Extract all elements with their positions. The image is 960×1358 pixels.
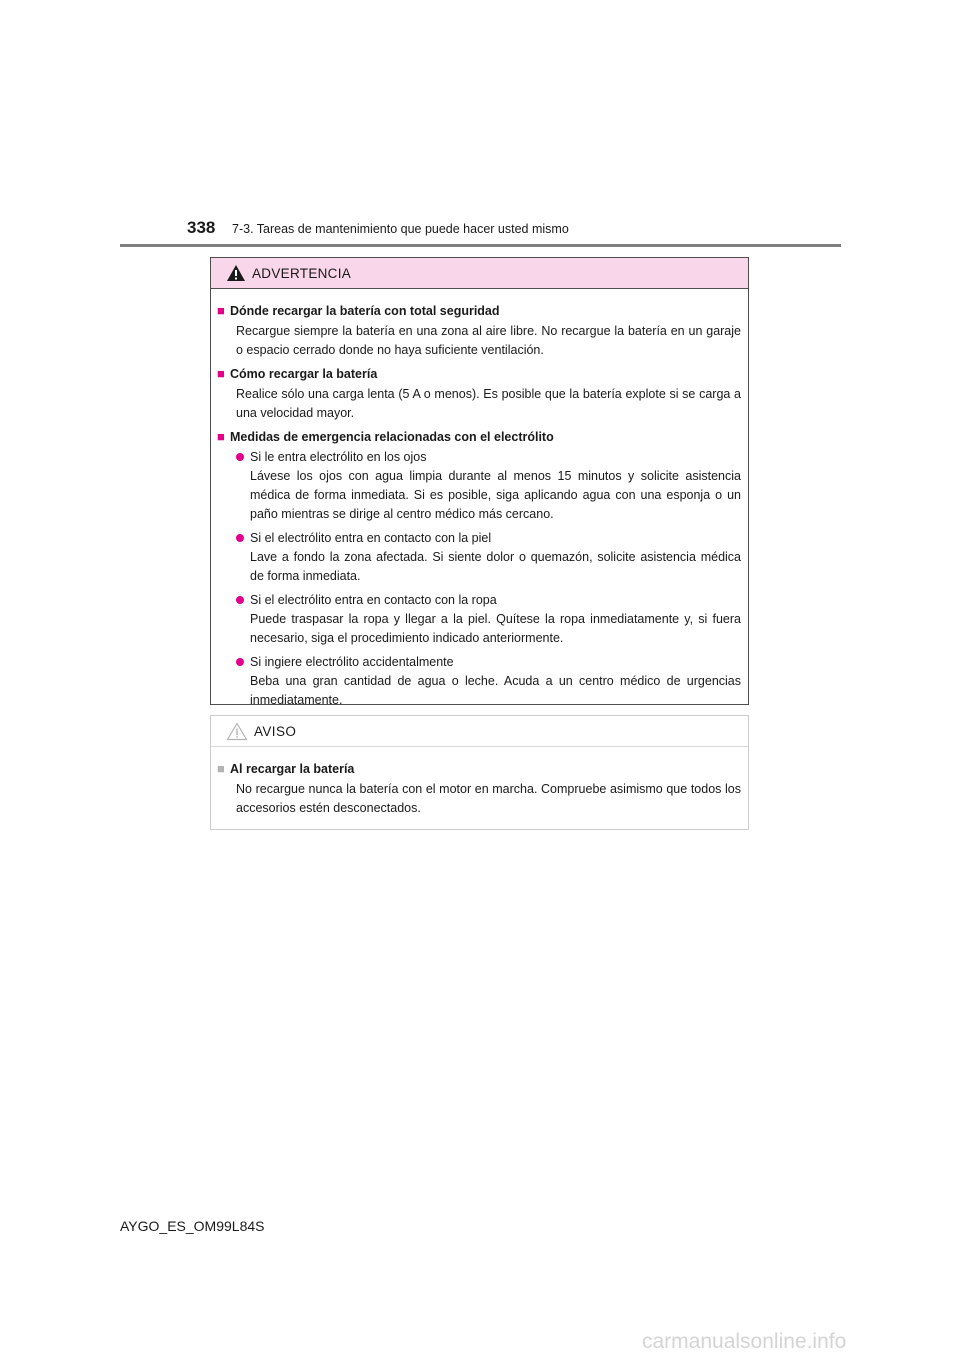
bullet-title: Si el electrólito entra en contacto con la piel: [250, 531, 492, 545]
section-heading: [217, 302, 741, 320]
bullet-text: Puede traspasar la ropa y llegar a la piel. Quítese la ropa inmediatamente y, si fuera necesario, siga el procedimiento indicado anteriormente.: [250, 612, 741, 645]
square-bullet-icon: ■: [217, 303, 225, 318]
section-heading: [217, 760, 741, 778]
heading-text: Medidas de emergencia relacionadas con el electrólito: [230, 430, 554, 444]
list-item: [217, 653, 741, 710]
page-number: 338: [187, 218, 216, 237]
warning-box: [210, 257, 749, 705]
circle-bullet-icon: [236, 596, 244, 604]
warning-header: [211, 258, 748, 289]
square-bullet-icon: ■: [217, 429, 225, 444]
bullet-title: Si le entra electrólito en los ojos: [250, 450, 427, 464]
square-bullet-icon: ■: [217, 366, 225, 381]
list-item: [217, 591, 741, 648]
heading-text: Dónde recargar la batería con total seguridad: [230, 304, 500, 318]
circle-bullet-icon: [236, 453, 244, 461]
notice-title: AVISO: [254, 723, 297, 739]
header-rule: [120, 244, 841, 247]
document-id: AYGO_ES_OM99L84S: [120, 1218, 265, 1234]
section-text: No recargue nunca la batería con el motor en marcha. Compruebe asimismo que todos los accesorios estén desconectados.: [236, 782, 741, 815]
section-heading: [217, 428, 741, 446]
bullet-text: Lávese los ojos con agua limpia durante al menos 15 minutos y solicite asistencia médica de forma inmediata. Si es posible, siga aplicando agua con una esponja o un paño mientras se dirige al centro médico más cercano.: [250, 469, 741, 521]
circle-bullet-icon: [236, 658, 244, 666]
section-title: 7-3. Tareas de mantenimiento que puede hacer usted mismo: [232, 222, 569, 236]
square-bullet-icon: ■: [217, 761, 225, 776]
notice-body: [211, 747, 748, 818]
notice-header: [211, 716, 748, 747]
heading-text: Al recargar la batería: [230, 762, 355, 776]
section-heading: [217, 365, 741, 383]
bullet-title: Si el electrólito entra en contacto con la ropa: [250, 593, 497, 607]
heading-text: Cómo recargar la batería: [230, 367, 378, 381]
site-watermark: carmanualsonline.info: [642, 1330, 847, 1353]
bullet-text: Beba una gran cantidad de agua o leche. Acuda a un centro médico de urgencias inmediatamente.: [250, 674, 741, 707]
caution-triangle-icon: [226, 722, 248, 741]
section-text: Recargue siempre la batería en una zona al aire libre. No recargue la batería en un garaje o espacio cerrado donde no haya suficiente ventilación.: [236, 324, 741, 357]
section-text: Realice sólo una carga lenta (5 A o menos). Es posible que la batería explote si se carga a una velocidad mayor.: [236, 387, 741, 420]
circle-bullet-icon: [236, 534, 244, 542]
bullet-text: Lave a fondo la zona afectada. Si siente dolor o quemazón, solicite asistencia médica de forma inmediata.: [250, 550, 741, 583]
warning-title: ADVERTENCIA: [252, 265, 352, 281]
bullet-title: Si ingiere electrólito accidentalmente: [250, 655, 454, 669]
list-item: [217, 529, 741, 586]
notice-box: [210, 715, 749, 830]
list-item: [217, 448, 741, 524]
warning-triangle-icon: [226, 264, 246, 282]
warning-body: [211, 289, 748, 710]
